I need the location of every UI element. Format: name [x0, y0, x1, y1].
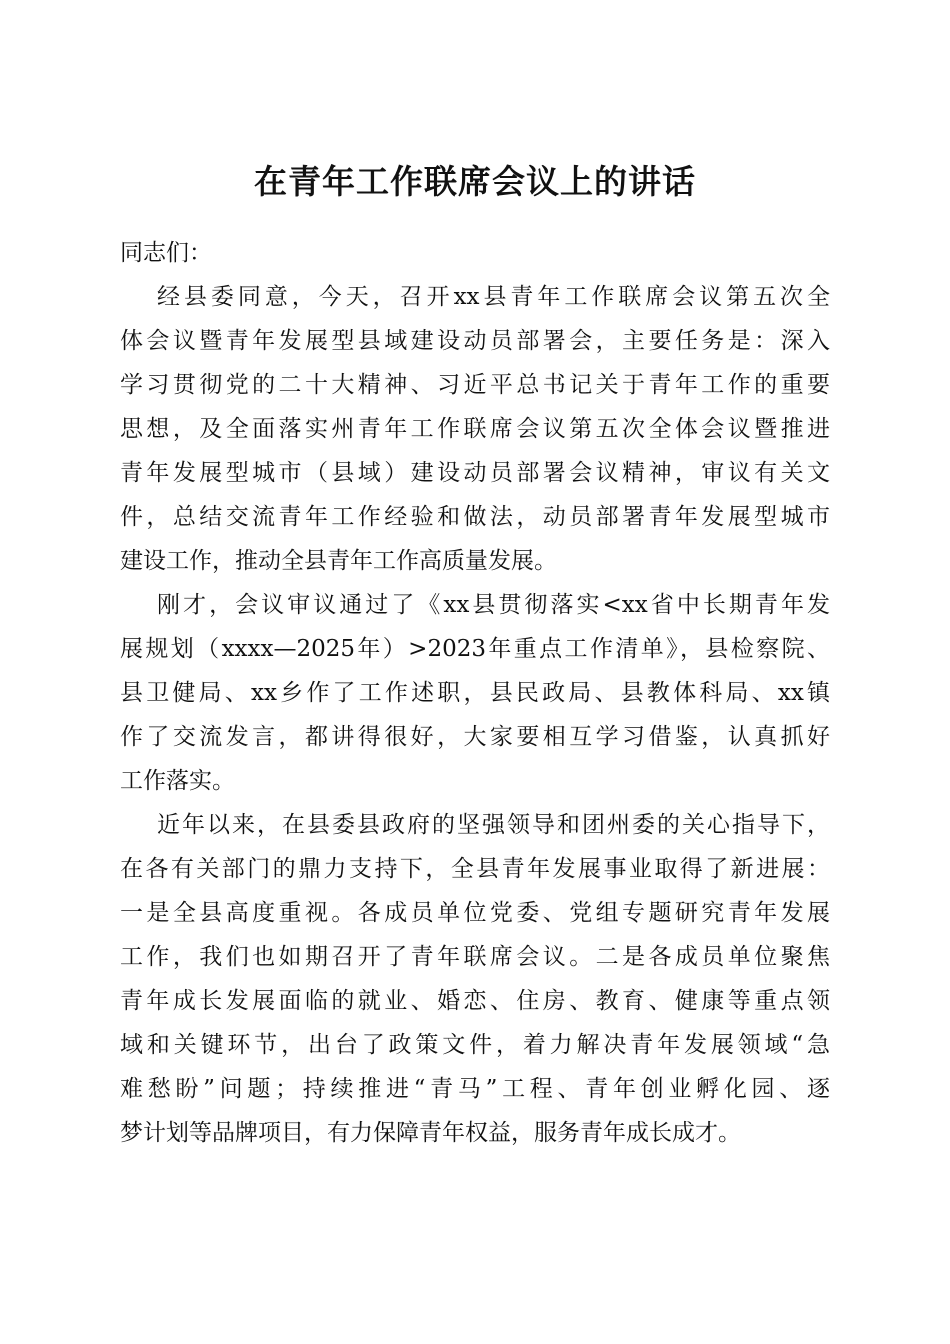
salutation: 同志们：: [120, 240, 212, 266]
paragraph-line: 工作，我们也如期召开了青年联席会议。二是各成员单位聚焦: [120, 944, 830, 970]
paragraph-line: 建设工作，推动全县青年工作高质量发展。: [120, 548, 557, 574]
paragraph-line: 思想，及全面落实州青年工作联席会议第五次全体会议暨推进: [120, 416, 830, 442]
paragraph-3: [120, 803, 830, 1155]
paragraph-line: 青年成长发展面临的就业、婚恋、住房、教育、健康等重点领: [120, 988, 830, 1014]
paragraph-line: 刚才，会议审议通过了《xx县贯彻落实<xx省中长期青年发: [157, 592, 830, 618]
document-body: [120, 231, 830, 1155]
paragraph-line: 域和关键环节，出台了政策文件，着力解决青年发展领域“急: [120, 1032, 830, 1058]
paragraph-line: 近年以来，在县委县政府的坚强领导和团州委的关心指导下，: [157, 812, 830, 838]
paragraph-2: [120, 583, 830, 803]
paragraph-line: 梦计划等品牌项目，有力保障青年权益，服务青年成长成才。: [120, 1120, 741, 1146]
paragraph-line: 青年发展型城市（县域）建设动员部署会议精神，审议有关文: [120, 460, 830, 486]
paragraph-line: 展规划（xxxx—2025年）>2023年重点工作清单》，县检察院、: [120, 636, 830, 662]
paragraph-line: 学习贯彻党的二十大精神、习近平总书记关于青年工作的重要: [120, 372, 830, 398]
paragraph-line: 作了交流发言，都讲得很好，大家要相互学习借鉴，认真抓好: [120, 724, 830, 750]
paragraph-line: 经县委同意，今天，召开xx县青年工作联席会议第五次全: [157, 284, 830, 310]
paragraph-line: 难愁盼”问题；持续推进“青马”工程、青年创业孵化园、逐: [120, 1076, 830, 1102]
paragraph-line: 一是全县高度重视。各成员单位党委、党组专题研究青年发展: [120, 900, 830, 926]
paragraph-line: 工作落实。: [120, 768, 235, 794]
document-title: 在青年工作联席会议上的讲话: [254, 162, 696, 202]
paragraph-line: 县卫健局、xx乡作了工作述职，县民政局、县教体科局、xx镇: [120, 680, 830, 706]
paragraph-1: [120, 275, 830, 583]
paragraph-line: 件，总结交流青年工作经验和做法，动员部署青年发展型城市: [120, 504, 830, 530]
paragraph-line: 在各有关部门的鼎力支持下，全县青年发展事业取得了新进展：: [120, 856, 830, 882]
paragraph-line: 体会议暨青年发展型县域建设动员部署会，主要任务是：深入: [120, 328, 830, 354]
